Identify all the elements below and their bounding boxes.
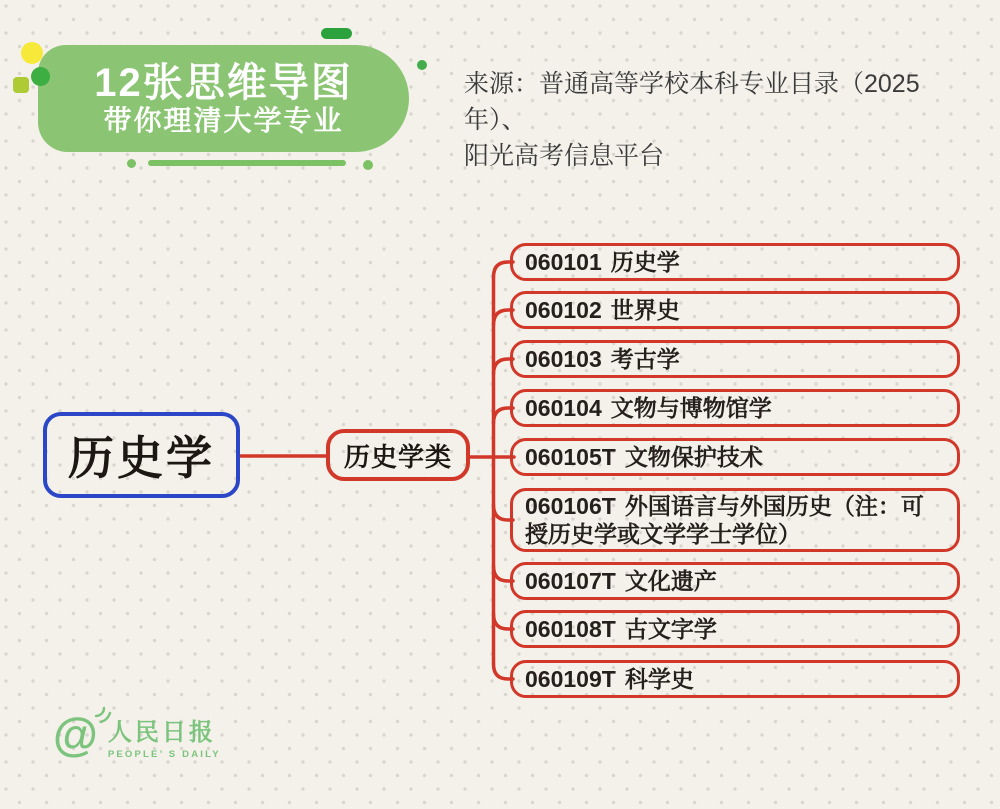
major-code: 060103	[525, 346, 602, 372]
major-name: 世界史	[610, 297, 680, 323]
root-node-label: 历史学	[68, 432, 215, 484]
deco-green-pill	[321, 28, 352, 39]
major-name: 文物保护技术	[624, 444, 763, 470]
deco-lime-square	[13, 77, 29, 93]
title-badge	[38, 45, 409, 152]
deco-green-circle	[31, 67, 50, 86]
badge-title-line2: 带你理清大学专业	[103, 104, 344, 136]
badge-title-line1: 12张思维导图	[94, 60, 353, 105]
logo-en: PEOPLE’ S DAILY	[107, 749, 221, 760]
underline-dot-left	[127, 159, 136, 168]
major-name: 文物与博物馆学	[610, 395, 772, 421]
major-name: 科学史	[624, 666, 694, 692]
peoples-daily-logo	[53, 708, 221, 760]
title-underline	[148, 160, 346, 166]
group-node-label: 历史学类	[343, 441, 452, 472]
major-name: 考古学	[610, 346, 680, 372]
deco-green-dot	[417, 60, 427, 70]
major-item-060109T	[510, 660, 960, 698]
major-item-060108T	[510, 610, 960, 648]
underline-dot-right	[363, 160, 373, 170]
major-item-060104	[510, 389, 960, 427]
major-item-060101	[510, 243, 960, 281]
source-line2: 阳光高考信息平台	[464, 142, 665, 170]
signal-waves-icon	[94, 706, 112, 724]
major-item-060106T	[510, 488, 960, 552]
major-item-060105T	[510, 438, 960, 476]
major-item-060102	[510, 291, 960, 329]
major-code: 060102	[525, 297, 602, 323]
logo-cn: 人民日报	[107, 719, 216, 746]
group-node-history-category	[326, 429, 470, 481]
logo-text	[108, 720, 221, 760]
major-code: 060101	[525, 249, 602, 275]
major-name: 外国语言与外国历史（注：可授历史学或文学学士学位）	[525, 493, 924, 547]
major-item-060107T	[510, 562, 960, 600]
major-item-060103	[510, 340, 960, 378]
major-code: 060109T	[525, 666, 616, 692]
major-code: 060108T	[525, 616, 616, 642]
major-code: 060106T	[525, 493, 616, 519]
deco-yellow-circle	[21, 42, 43, 64]
root-node-history	[43, 412, 240, 498]
major-code: 060107T	[525, 568, 616, 594]
major-name: 文化遗产	[624, 568, 717, 594]
source-line1: 来源：普通高等学校本科专业目录（2025年）、	[464, 70, 920, 134]
major-name: 历史学	[610, 249, 680, 275]
source-note	[464, 66, 964, 174]
major-code: 060105T	[525, 444, 616, 470]
major-name: 古文字学	[624, 616, 717, 642]
at-symbol: @	[53, 712, 98, 756]
major-code: 060104	[525, 395, 602, 421]
